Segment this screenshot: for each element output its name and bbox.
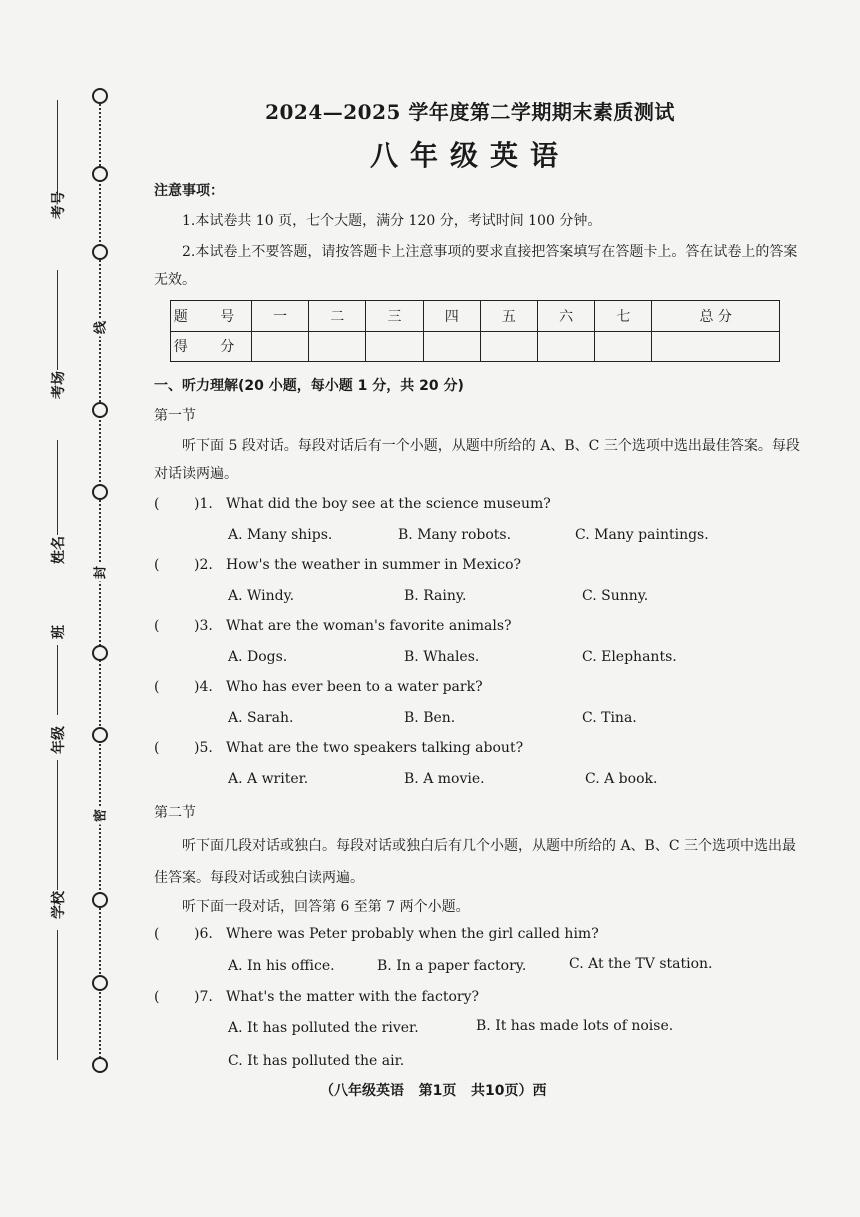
notice-item-1: 1.本试卷共 10 页，七个大题，满分 120 分，考试时间 100 分钟。 [182,213,602,229]
score-table [170,300,780,362]
option-c: C. It has polluted the air. [228,1053,405,1069]
notice-heading: 注意事项： [154,183,224,199]
score-table-cell: 五 [480,301,537,332]
option-b: B. A movie. [404,771,485,787]
binding-cut-mark: 密 [90,807,109,825]
fill-line [57,270,58,370]
score-table-cell: 得 分 [171,331,252,362]
question-number: )3. [194,618,213,634]
part-title: 第一节 [154,408,196,424]
score-entry-cell [366,331,423,362]
fill-line [57,760,58,890]
score-entry-cell [538,331,595,362]
question-number: )6. [194,926,213,942]
question-7 [154,989,804,1011]
binding-cut-mark: 封 [90,564,109,582]
question-3 [154,618,804,640]
binding-hole-icon [92,975,108,991]
question-text: What are the woman's favorite animals? [226,618,512,634]
question-1 [154,496,804,518]
option-c: C. A book. [585,771,658,787]
question-text: How's the weather in summer in Mexico? [226,557,522,573]
score-table-cell: 一 [252,301,309,332]
score-table-cell: 二 [309,301,366,332]
exam-room-label: 考场 [51,371,67,399]
option-a: A. A writer. [228,771,309,787]
score-table-cell: 三 [366,301,423,332]
part-title: 第二节 [154,805,196,821]
notice-item-2: 2.本试卷上不要答题，请按答题卡上注意事项的要求直接把答案填写在答题卡上。答在试卷上的答案无效。 [154,244,798,288]
binding-hole-icon [92,727,108,743]
option-c: C. At the TV station. [569,956,713,972]
option-b: B. In a paper factory. [377,958,527,974]
score-table-cell: 四 [423,301,480,332]
answer-paren: ( [154,496,160,512]
option-c: C. Many paintings. [575,527,709,543]
question-number: )1. [194,496,213,512]
score-entry-cell [423,331,480,362]
option-b: B. It has made lots of noise. [476,1018,674,1034]
fill-line [57,440,58,535]
score-table-cell: 总 分 [652,301,780,332]
option-c: C. Elephants. [582,649,677,665]
sub-instruction: 听下面一段对话，回答第 6 至第 7 两个小题。 [182,899,470,915]
subject-title: 八年级英语 [369,139,570,172]
question-text: Who has ever been to a water park? [226,679,483,695]
part-instruction: 听下面 5 段对话。每段对话后有一个小题，从题中所给的 A、B、C 三个选项中选出最佳答案。每段对话读两遍。 [154,438,800,482]
option-b: B. Ben. [404,710,456,726]
answer-paren: ( [154,740,160,756]
score-entry-cell [309,331,366,362]
option-a: A. It has polluted the river. [228,1020,419,1036]
answer-paren: ( [154,926,160,942]
option-a: A. Dogs. [228,649,288,665]
option-a: A. Many ships. [228,527,333,543]
score-entry-cell [652,331,780,362]
binding-hole-icon [92,88,108,104]
score-table-header-row [171,301,780,332]
answer-paren: ( [154,557,160,573]
binding-hole-icon [92,402,108,418]
binding-hole-icon [92,645,108,661]
exam-number-label: 考号 [51,191,67,219]
question-4 [154,679,804,701]
question-number: )4. [194,679,213,695]
section-title: 一、听力理解(20 小题，每小题 1 分，共 20 分) [154,378,464,394]
binding-hole-icon [92,892,108,908]
score-table-cell: 六 [538,301,595,332]
binding-hole-icon [92,244,108,260]
option-b: B. Many robots. [398,527,512,543]
option-a: A. Sarah. [228,710,294,726]
question-2 [154,557,804,579]
option-c: C. Tina. [582,710,637,726]
answer-paren: ( [154,989,160,1005]
answer-paren: ( [154,679,160,695]
score-table-cell: 题 号 [171,301,252,332]
question-text: What did the boy see at the science museum? [226,496,551,512]
option-a: A. In his office. [228,958,335,974]
score-entry-cell [595,331,652,362]
score-table-score-row [171,331,780,362]
question-text: What are the two speakers talking about? [226,740,524,756]
name-label: 姓名 [51,536,67,564]
question-number: )5. [194,740,213,756]
fill-line [57,645,58,715]
exam-title: 2024—2025 学年度第二学期期末素质测试 [265,100,675,124]
fill-line [57,930,58,1060]
question-5 [154,740,804,762]
option-a: A. Windy. [228,588,295,604]
grade-label: 年级 [51,726,67,754]
fill-line [57,100,58,195]
option-c: C. Sunny. [582,588,649,604]
question-text: Where was Peter probably when the girl called him? [226,926,599,942]
binding-hole-icon [92,484,108,500]
score-table-cell: 七 [595,301,652,332]
part-instruction: 听下面几段对话或独白。每段对话或独白后有几个小题，从题中所给的 A、B、C 三个选项中选出最佳答案。每段对话或独白读两遍。 [154,838,797,886]
question-number: )7. [194,989,213,1005]
answer-paren: ( [154,618,160,634]
option-b: B. Rainy. [404,588,467,604]
question-6 [154,926,804,948]
school-label: 学校 [51,891,67,919]
score-entry-cell [252,331,309,362]
binding-hole-icon [92,166,108,182]
option-b: B. Whales. [404,649,480,665]
page-footer: （八年级英语 第1页 共10页）西 [320,1083,547,1099]
question-number: )2. [194,557,213,573]
class-label: 班 [51,625,67,639]
score-entry-cell [480,331,537,362]
binding-cut-mark: 线 [90,319,109,337]
question-text: What's the matter with the factory? [226,989,480,1005]
binding-hole-icon [92,1057,108,1073]
